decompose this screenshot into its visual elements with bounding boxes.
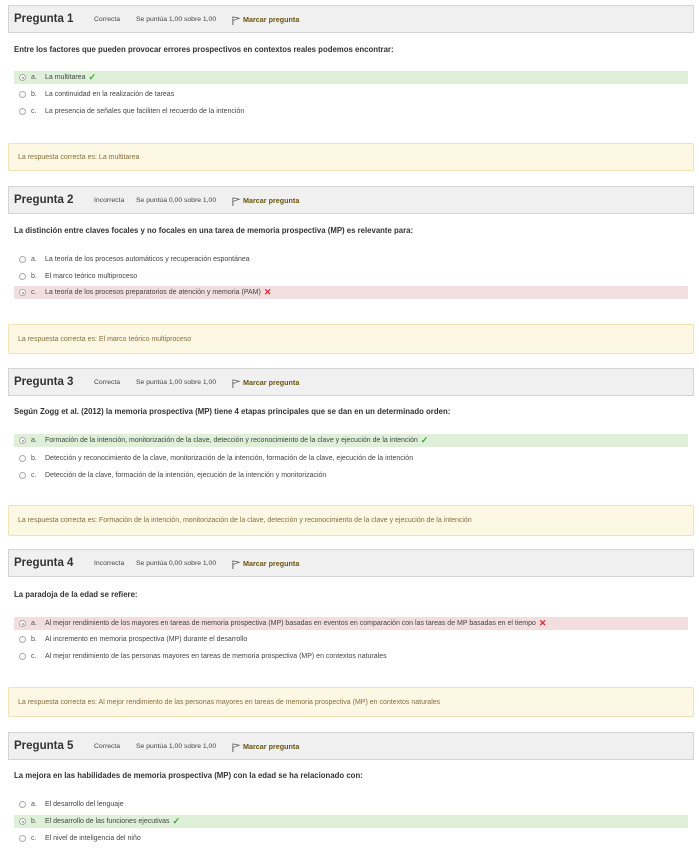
radio-button[interactable] [19, 437, 26, 444]
answer-option[interactable]: c. La teoría de los procesos preparatorios de atención y memoria (PAM) ✕ [14, 286, 688, 299]
question-header [8, 732, 694, 760]
flag-question-button[interactable]: Marcar pregunta [232, 194, 299, 206]
question-text: La paradoja de la edad se refiere: [14, 590, 138, 599]
option-text: El desarrollo del lenguaje [45, 801, 124, 808]
check-icon: ✓ [88, 72, 97, 82]
correct-answer-feedback: La respuesta correcta es: La multitarea [8, 143, 694, 171]
question-header [8, 186, 694, 214]
flag-icon [232, 743, 241, 752]
answer-option[interactable]: a. Al mejor rendimiento de los mayores en tareas de memoria prospectiva (MP) basadas en eventos en comparación con las tareas de MP basadas en el tiempo ✕ [14, 617, 688, 630]
answer-option[interactable]: a. La teoría de los procesos automáticos y recuperación espontánea [14, 253, 688, 266]
question-title: Pregunta 2 [14, 194, 74, 206]
question-status: Correcta [94, 15, 121, 23]
option-text: Al mejor rendimiento de las personas mayores en tareas de memoria prospectiva (MP) en contextos naturales [45, 653, 387, 660]
radio-button[interactable] [19, 74, 26, 81]
option-text: Formación de la intención, monitorización de la clave, detección y reconocimiento de la clave y ejecución de la intención [45, 437, 418, 444]
option-text: La multitarea [45, 74, 86, 81]
radio-button[interactable] [19, 273, 26, 280]
radio-button[interactable] [19, 636, 26, 643]
question-score: Se puntúa 1,00 sobre 1,00 [136, 15, 217, 23]
option-text: La teoría de los procesos automáticos y recuperación espontánea [45, 256, 250, 263]
flag-question-button[interactable]: Marcar pregunta [232, 557, 299, 569]
answer-option[interactable]: b. La continuidad en la realización de tareas [14, 88, 688, 101]
radio-button[interactable] [19, 108, 26, 115]
answer-option[interactable]: b. El marco teórico multiproceso [14, 270, 688, 283]
answer-option[interactable]: b. Detección y reconocimiento de la clave, monitorización de la intención, formación de la clave, ejecución de la intención [14, 452, 688, 465]
question-score: Se puntúa 0,00 sobre 1,00 [136, 196, 217, 204]
answer-option[interactable]: c. Al mejor rendimiento de las personas mayores en tareas de memoria prospectiva (MP) en contextos naturales [14, 650, 688, 663]
answer-option[interactable]: c. Detección de la clave, formación de la intención, ejecución de la intención y monitorización [14, 469, 688, 482]
correct-answer-feedback: La respuesta correcta es: El marco teórico multiproceso [8, 324, 694, 354]
answer-option[interactable]: c. La presencia de señales que faciliten el recuerdo de la intención [14, 105, 688, 118]
question-text: La mejora en las habilidades de memoria prospectiva (MP) con la edad se ha relacionado con: [14, 771, 363, 780]
option-text: El nivel de inteligencia del niño [45, 835, 141, 842]
question-status: Incorrecta [94, 196, 125, 204]
option-text: La teoría de los procesos preparatorios de atención y memoria (PAM) [45, 289, 261, 296]
option-text: La presencia de señales que faciliten el recuerdo de la intención [45, 108, 245, 115]
radio-button[interactable] [19, 455, 26, 462]
question-title: Pregunta 1 [14, 13, 74, 25]
radio-button[interactable] [19, 256, 26, 263]
flag-icon [232, 197, 241, 206]
answer-option[interactable]: b. Al incremento en memoria prospectiva (MP) durante el desarrollo [14, 633, 688, 646]
option-text: Al mejor rendimiento de los mayores en tareas de memoria prospectiva (MP) basadas en eventos en comparación con las tareas de MP basadas en el tiempo [45, 620, 536, 627]
question-header [8, 5, 694, 33]
flag-question-button[interactable]: Marcar pregunta [232, 13, 299, 25]
question-score: Se puntúa 1,00 sobre 1,00 [136, 378, 217, 386]
answer-option[interactable]: c. El nivel de inteligencia del niño [14, 832, 688, 845]
correct-answer-feedback: La respuesta correcta es: Al mejor rendimiento de las personas mayores en tareas de memoria prospectiva (MP) en contextos naturales [8, 687, 694, 717]
radio-button[interactable] [19, 620, 26, 627]
answer-option[interactable]: a. La multitarea ✓ [14, 71, 688, 84]
flag-question-button[interactable]: Marcar pregunta [232, 376, 299, 388]
radio-button[interactable] [19, 91, 26, 98]
question-status: Correcta [94, 742, 121, 750]
question-text: Según Zogg et al. (2012) la memoria prospectiva (MP) tiene 4 etapas principales que se dan en un determinado orden: [14, 407, 451, 416]
radio-button[interactable] [19, 653, 26, 660]
option-text: La continuidad en la realización de tareas [45, 91, 175, 98]
question-score: Se puntúa 1,00 sobre 1,00 [136, 742, 217, 750]
radio-button[interactable] [19, 472, 26, 479]
question-title: Pregunta 4 [14, 557, 74, 569]
correct-answer-feedback: La respuesta correcta es: Formación de la intención, monitorización de la clave, detección y reconocimiento de la clave y ejecución de la intención [8, 505, 694, 536]
radio-button[interactable] [19, 818, 26, 825]
question-text: Entre los factores que pueden provocar errores prospectivos en contextos reales podemos encontrar: [14, 45, 394, 54]
question-header [8, 368, 694, 396]
radio-button[interactable] [19, 289, 26, 296]
question-score: Se puntúa 0,00 sobre 1,00 [136, 559, 217, 567]
flag-icon [232, 16, 241, 25]
flag-icon [232, 560, 241, 569]
flag-icon [232, 379, 241, 388]
question-status: Incorrecta [94, 559, 125, 567]
check-icon: ✓ [420, 435, 429, 445]
answer-option[interactable]: a. El desarrollo del lenguaje [14, 798, 688, 811]
answer-option[interactable]: a. Formación de la intención, monitorización de la clave, detección y reconocimiento de la clave y ejecución de la intención ✓ [14, 434, 688, 447]
answer-option[interactable]: b. El desarrollo de las funciones ejecutivas ✓ [14, 815, 688, 828]
cross-icon: ✕ [263, 287, 272, 297]
option-text: Detección y reconocimiento de la clave, monitorización de la intención, formación de la clave, ejecución de la intención [45, 455, 414, 462]
flag-question-button[interactable]: Marcar pregunta [232, 740, 299, 752]
option-text: Detección de la clave, formación de la intención, ejecución de la intención y monitorización [45, 472, 327, 479]
radio-button[interactable] [19, 801, 26, 808]
question-title: Pregunta 5 [14, 740, 74, 752]
question-text: La distinción entre claves focales y no focales en una tarea de memoria prospectiva (MP) es relevante para: [14, 226, 414, 235]
cross-icon: ✕ [538, 618, 547, 628]
option-text: El desarrollo de las funciones ejecutivas [45, 818, 170, 825]
option-text: Al incremento en memoria prospectiva (MP) durante el desarrollo [45, 636, 248, 643]
option-text: El marco teórico multiproceso [45, 273, 138, 280]
question-status: Correcta [94, 378, 121, 386]
question-header [8, 549, 694, 577]
check-icon: ✓ [172, 816, 181, 826]
question-title: Pregunta 3 [14, 376, 74, 388]
radio-button[interactable] [19, 835, 26, 842]
